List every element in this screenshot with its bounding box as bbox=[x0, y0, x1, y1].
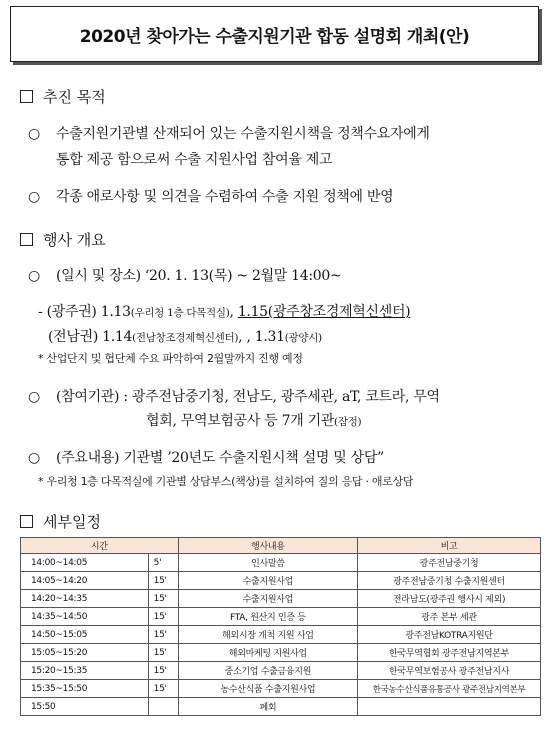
header-content: 행사내용 bbox=[178, 538, 358, 554]
document-title bbox=[10, 6, 539, 62]
table-row bbox=[21, 608, 541, 626]
row-time: 14:00~14:05 bbox=[21, 554, 149, 572]
row-time: 15:50 bbox=[21, 698, 149, 716]
overview-schedule: ○ (일시 및 장소) ‘20. 1. 13(목) ~ 2월말 14:00~ bbox=[28, 268, 342, 284]
overview-participants-cont: 협회, 무역보험공사 등 7개 기관(잠정) bbox=[146, 413, 362, 429]
row-content: 중소기업 수출금융지원 bbox=[178, 662, 358, 680]
row-content: FTA, 원산지 인증 등 bbox=[178, 608, 358, 626]
overview-participants: ○ (참여기관) : 광주전남중기청, 전남도, 광주세관, aT, 코트라, 무역 bbox=[28, 389, 440, 405]
table-row bbox=[21, 698, 541, 716]
row-note: 전라남도(광주권 행사시 제외) bbox=[358, 590, 541, 608]
row-note: 광주 본부 세관 bbox=[358, 608, 541, 626]
section-heading-detail: 세부일정 bbox=[20, 511, 101, 532]
table-row bbox=[21, 554, 541, 572]
overview-gwangju: - (광주권) 1.13(우리청 1층 다목적실), 1.15(광주창조경제혁신센터) bbox=[38, 304, 411, 320]
row-duration: 15' bbox=[148, 590, 178, 608]
table-row bbox=[21, 626, 541, 644]
header-time: 시간 bbox=[21, 538, 179, 554]
section-heading-purpose: 추진 목적 bbox=[20, 86, 106, 107]
table-row bbox=[21, 572, 541, 590]
schedule-table bbox=[20, 537, 541, 716]
overview-note-1: * 산업단지 및 협단체 수요 파악하여 2월말까지 진행 예정 bbox=[38, 352, 303, 365]
checkbox-square-icon bbox=[20, 233, 33, 246]
circle-bullet-icon: ○ bbox=[28, 189, 40, 205]
row-note: 한국무역보험공사 광주전남지사 bbox=[358, 662, 541, 680]
circle-bullet-icon: ○ bbox=[28, 268, 40, 284]
row-note: 광주전남중기청 수출지원센터 bbox=[358, 572, 541, 590]
row-time: 14:20~14:35 bbox=[21, 590, 149, 608]
purpose-bullet-1-cont: 통합 제공 함으로써 수출 지원사업 참여율 제고 bbox=[56, 152, 333, 168]
row-time: 15:35~15:50 bbox=[21, 680, 149, 698]
row-content: 해외마케팅 지원사업 bbox=[178, 644, 358, 662]
row-note: 한국무역협회 광주전남지역본부 bbox=[358, 644, 541, 662]
circle-bullet-icon: ○ bbox=[28, 450, 40, 466]
row-duration: 15' bbox=[148, 644, 178, 662]
row-note bbox=[358, 698, 541, 716]
row-duration: 15' bbox=[148, 680, 178, 698]
row-time: 14:50~15:05 bbox=[21, 626, 149, 644]
row-duration: 15' bbox=[148, 608, 178, 626]
row-duration: 5' bbox=[148, 554, 178, 572]
row-content: 수출지원사업 bbox=[178, 590, 358, 608]
table-row bbox=[21, 680, 541, 698]
table-row bbox=[21, 644, 541, 662]
schedule-header-row bbox=[21, 538, 541, 554]
circle-bullet-icon: ○ bbox=[28, 389, 40, 405]
purpose-bullet-2: ○ 각종 애로사항 및 의견을 수렴하여 수출 지원 정책에 반영 bbox=[28, 189, 394, 205]
row-note: 한국농수산식품유통공사 광주전남지역본부 bbox=[358, 680, 541, 698]
overview-content: ○ (주요내용) 기관별 ’20년도 수출지원시책 설명 및 상담” bbox=[28, 450, 384, 466]
row-duration bbox=[148, 698, 178, 716]
overview-jeonnam: (전남권) 1.14(전남창조경제혁신센터), , 1.31(광양시) bbox=[48, 329, 322, 345]
overview-note-2: * 우리청 1층 다목적실에 기관별 상담부스(책상)를 설치하여 질의 응답 · 애로상담 bbox=[38, 475, 414, 488]
checkbox-square-icon bbox=[20, 90, 33, 103]
row-time: 15:05~15:20 bbox=[21, 644, 149, 662]
row-duration: 15' bbox=[148, 662, 178, 680]
title-text: 2020년 찾아가는 수출지원기관 합동 설명회 개최(안) bbox=[79, 26, 470, 47]
circle-bullet-icon: ○ bbox=[28, 126, 40, 142]
purpose-bullet-1: ○ 수출지원기관별 산재되어 있는 수출지원시책을 정책수요자에게 bbox=[28, 126, 430, 142]
header-note: 비고 bbox=[358, 538, 541, 554]
table-row bbox=[21, 590, 541, 608]
checkbox-square-icon bbox=[20, 515, 33, 528]
row-time: 14:05~14:20 bbox=[21, 572, 149, 590]
table-row bbox=[21, 662, 541, 680]
row-note: 광주전남중기청 bbox=[358, 554, 541, 572]
row-duration: 15' bbox=[148, 572, 178, 590]
row-content: 해외시장 개척 지원 사업 bbox=[178, 626, 358, 644]
row-note: 광주전남KOTRA지원단 bbox=[358, 626, 541, 644]
row-content: 농수산식품 수출지원사업 bbox=[178, 680, 358, 698]
row-content: 인사말씀 bbox=[178, 554, 358, 572]
section-heading-overview: 행사 개요 bbox=[20, 229, 106, 250]
row-content: 폐회 bbox=[178, 698, 358, 716]
row-content: 수출지원사업 bbox=[178, 572, 358, 590]
row-time: 14:35~14:50 bbox=[21, 608, 149, 626]
row-duration: 15' bbox=[148, 626, 178, 644]
row-time: 15:20~15:35 bbox=[21, 662, 149, 680]
